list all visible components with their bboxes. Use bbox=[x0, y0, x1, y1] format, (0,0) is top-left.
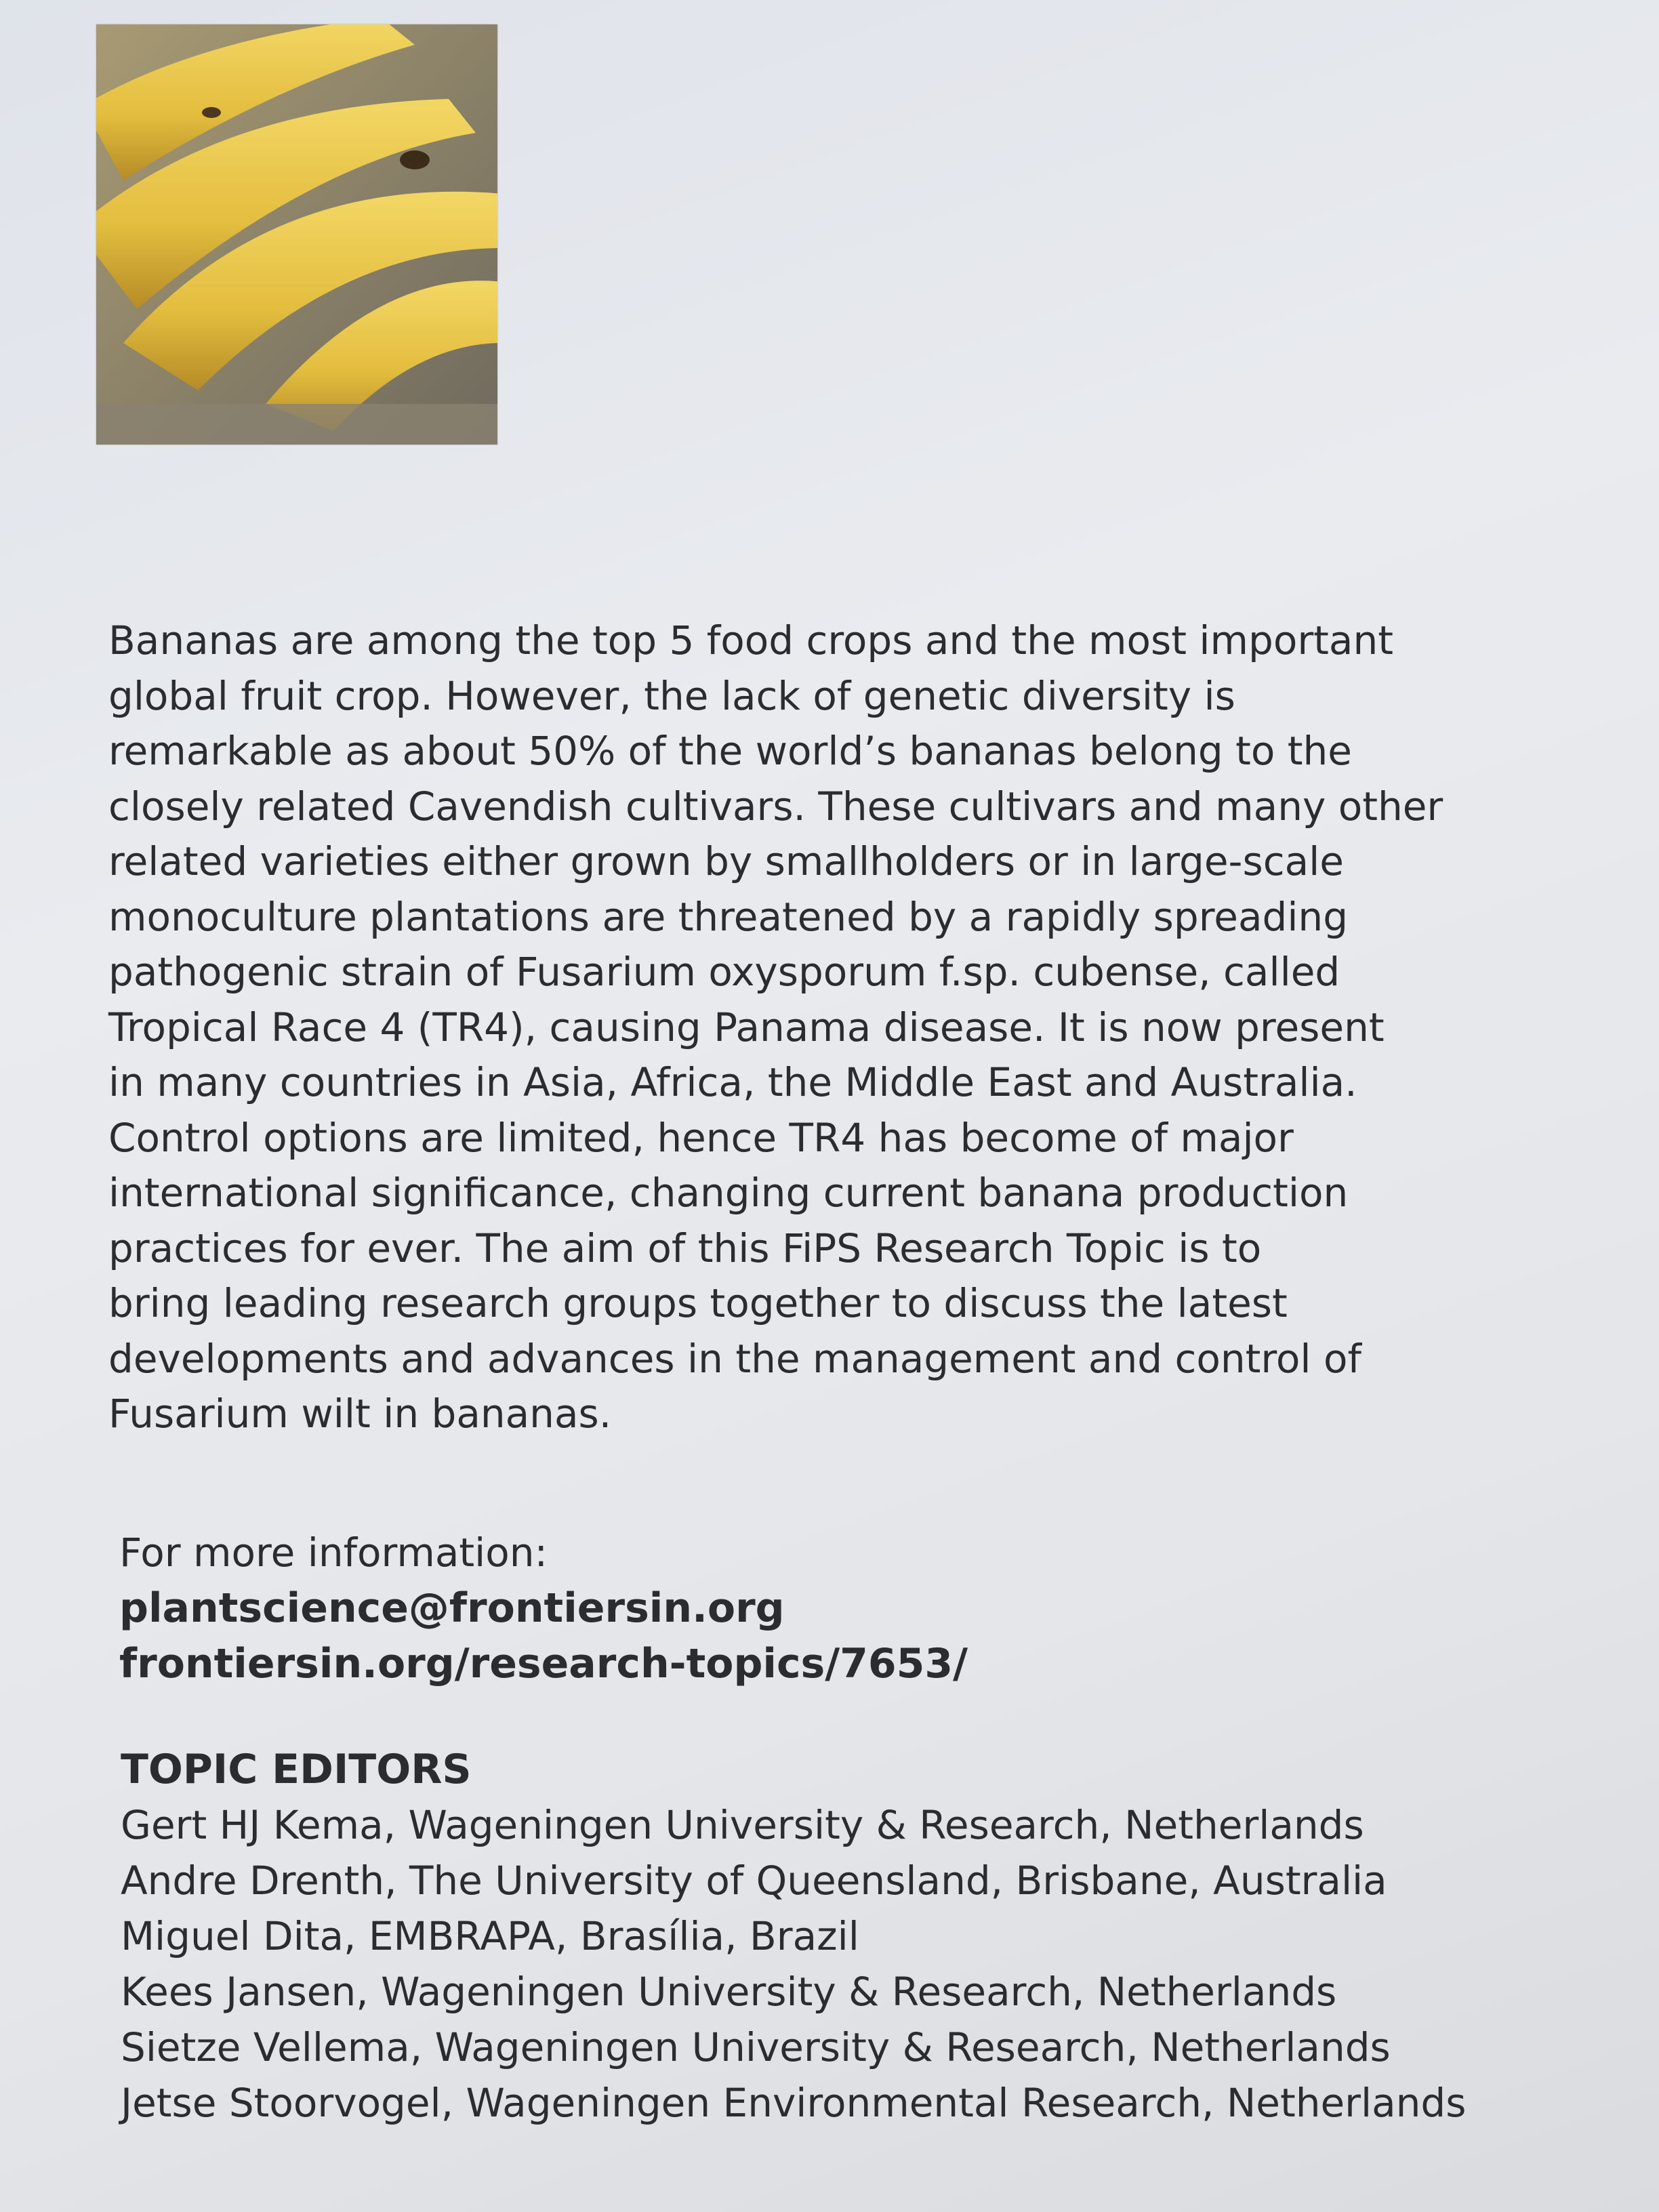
email-link[interactable]: plantscience@frontiersin.org bbox=[119, 1584, 785, 1632]
editor-item: Gert HJ Kema, Wageningen University & Research, Netherlands bbox=[121, 1802, 1364, 1848]
more-info-label: For more information: bbox=[119, 1530, 548, 1576]
description-line: in many countries in Asia, Africa, the Middle East and Australia. bbox=[108, 1059, 1357, 1105]
description-line: bring leading research groups together to discuss the latest bbox=[108, 1280, 1288, 1326]
description-line: closely related Cavendish cultivars. These cultivars and many other bbox=[108, 783, 1443, 830]
research-topic-link[interactable]: frontiersin.org/research-topics/7653/ bbox=[119, 1640, 968, 1687]
editor-item: Sietze Vellema, Wageningen University & Research, Netherlands bbox=[121, 2024, 1391, 2070]
editor-item: Jetse Stoorvogel, Wageningen Environmental Research, Netherlands bbox=[121, 2080, 1467, 2126]
banana-photo-icon bbox=[96, 24, 497, 445]
description-line: international significance, changing current banana production bbox=[108, 1170, 1349, 1216]
banana-photo bbox=[96, 24, 497, 445]
description-paragraph bbox=[108, 613, 1559, 1442]
description-line: Tropical Race 4 (TR4), causing Panama disease. It is now present bbox=[108, 1004, 1385, 1050]
description-line: developments and advances in the management and control of bbox=[108, 1335, 1361, 1382]
description-line: practices for ever. The aim of this FiPS Research Topic is to bbox=[108, 1225, 1262, 1271]
description-line: global fruit crop. However, the lack of genetic diversity is bbox=[108, 672, 1235, 719]
editor-item: Kees Jansen, Wageningen University & Research, Netherlands bbox=[121, 1969, 1337, 2015]
description-line: Fusarium wilt in bananas. bbox=[108, 1391, 612, 1437]
description-line: monoculture plantations are threatened by a rapidly spreading bbox=[108, 893, 1349, 940]
description-line: Control options are limited, hence TR4 has become of major bbox=[108, 1114, 1294, 1161]
contact-links bbox=[119, 1580, 968, 1692]
topic-editors-list bbox=[121, 1797, 1466, 2131]
description-line: pathogenic strain of Fusarium oxysporum f.sp. cubense, called bbox=[108, 949, 1340, 995]
editor-item: Miguel Dita, EMBRAPA, Brasília, Brazil bbox=[121, 1913, 859, 1959]
editor-item: Andre Drenth, The University of Queensland, Brisbane, Australia bbox=[121, 1858, 1387, 1904]
description-line: remarkable as about 50% of the world’s bananas belong to the bbox=[108, 728, 1352, 774]
description-line: related varieties either grown by smallholders or in large-scale bbox=[108, 838, 1344, 884]
description-line: Bananas are among the top 5 food crops and the most important bbox=[108, 617, 1393, 663]
topic-editors-heading: TOPIC EDITORS bbox=[121, 1746, 472, 1793]
